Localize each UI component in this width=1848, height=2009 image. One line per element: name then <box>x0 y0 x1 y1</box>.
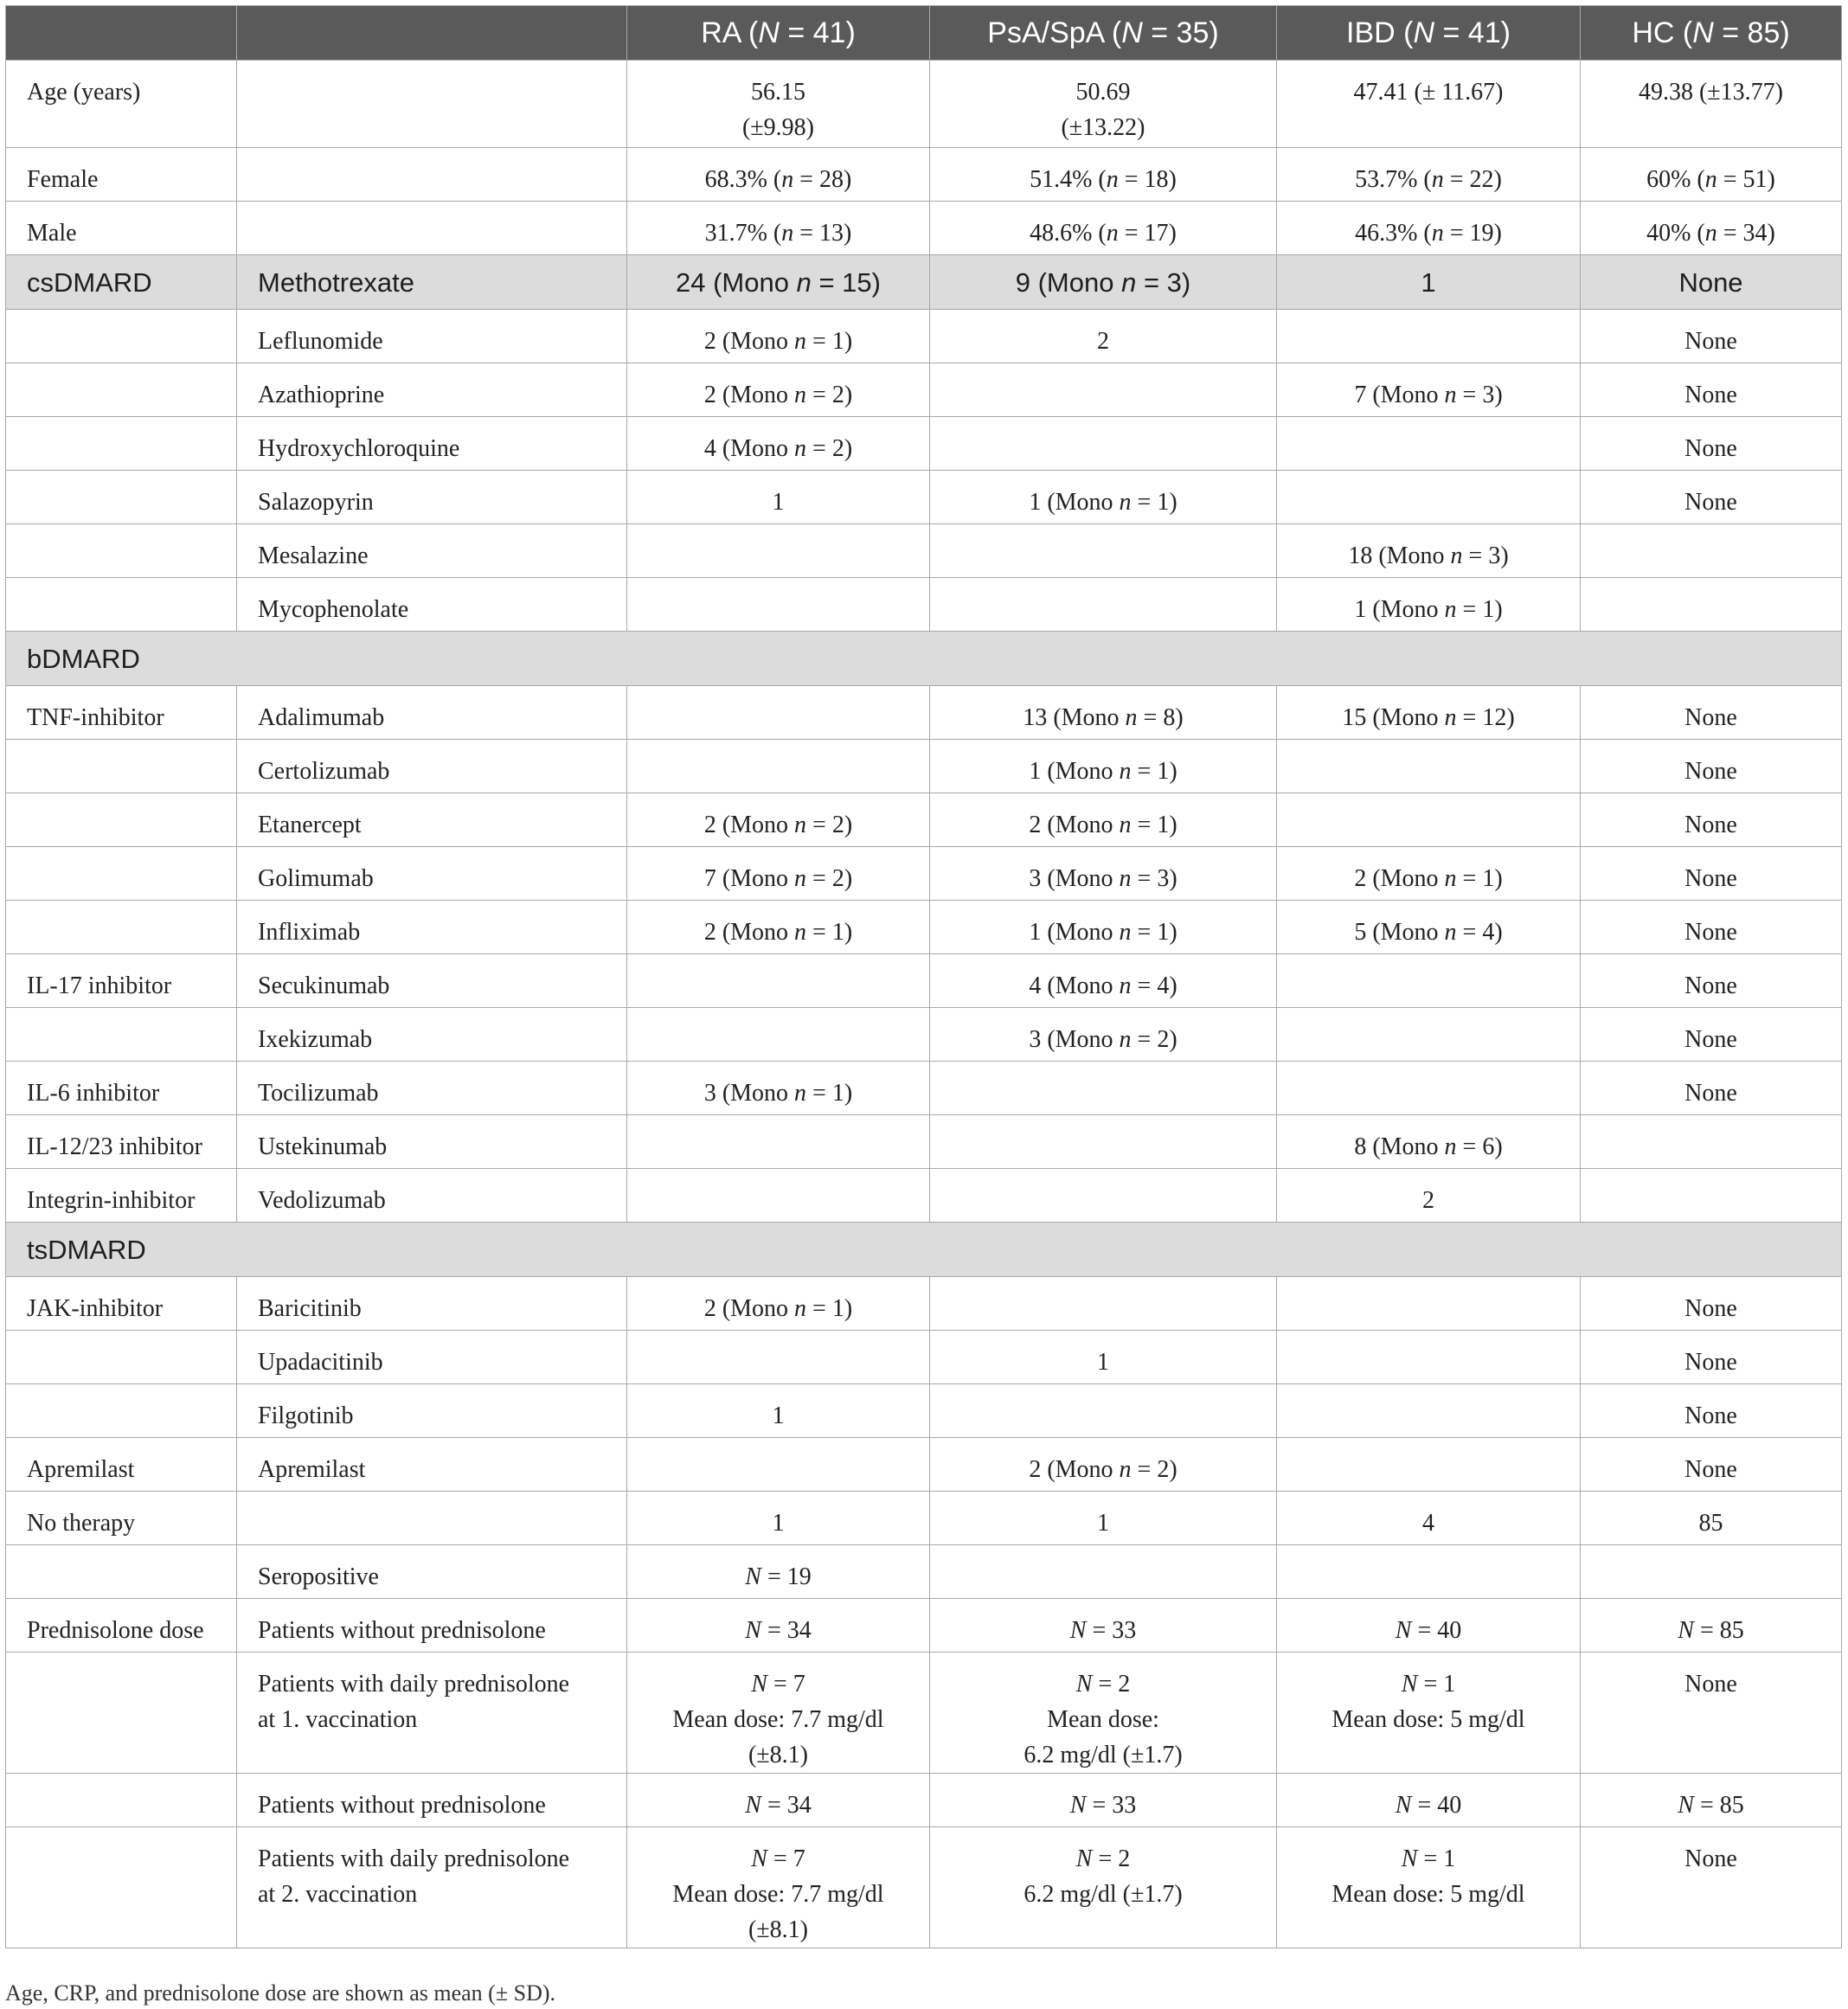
table-row <box>6 471 1842 524</box>
value-cell: N = 19 <box>627 1545 930 1599</box>
row-item-cell: Patients without prednisolone <box>237 1599 627 1653</box>
table-row <box>6 1331 1842 1384</box>
table-row <box>6 1545 1842 1599</box>
column-header: PsA/SpA (N = 35) <box>930 6 1277 61</box>
value-cell: 46.3% (n = 19) <box>1277 202 1581 255</box>
value-cell: N = 34 <box>627 1774 930 1827</box>
value-cell: N = 7 Mean dose: 7.7 mg/dl (±8.1) <box>627 1827 930 1948</box>
table-row <box>6 202 1842 255</box>
value-cell <box>1277 1008 1581 1062</box>
value-cell: 9 (Mono n = 3) <box>930 255 1277 310</box>
column-header: IBD (N = 41) <box>1277 6 1581 61</box>
value-cell: 7 (Mono n = 2) <box>627 847 930 901</box>
section-label: bDMARD <box>6 632 1842 686</box>
value-cell: 85 <box>1581 1492 1842 1545</box>
value-cell: N = 40 <box>1277 1774 1581 1827</box>
value-cell: None <box>1581 471 1842 524</box>
value-cell <box>930 1169 1277 1223</box>
value-cell: 1 (Mono n = 1) <box>1277 578 1581 632</box>
row-item-cell: Adalimumab <box>237 686 627 740</box>
value-cell: None <box>1581 1438 1842 1492</box>
table-footnote: Age, CRP, and prednisolone dose are shown as mean (± SD). <box>5 1980 555 2006</box>
row-category-cell: Age (years) <box>6 61 237 148</box>
table-row <box>6 1438 1842 1492</box>
row-category-cell <box>6 1008 237 1062</box>
row-category-cell: Integrin-inhibitor <box>6 1169 237 1223</box>
row-category-cell <box>6 847 237 901</box>
row-category-cell <box>6 1545 237 1599</box>
table-row <box>6 1169 1842 1223</box>
value-cell <box>930 1384 1277 1438</box>
value-cell: 1 (Mono n = 1) <box>930 471 1277 524</box>
value-cell: None <box>1581 901 1842 954</box>
value-cell <box>627 524 930 578</box>
value-cell <box>1277 740 1581 793</box>
value-cell: None <box>1581 740 1842 793</box>
value-cell: 4 (Mono n = 4) <box>930 954 1277 1008</box>
row-item-cell: Secukinumab <box>237 954 627 1008</box>
row-category-cell <box>6 901 237 954</box>
row-item-cell: Mesalazine <box>237 524 627 578</box>
value-cell: 2 (Mono n = 2) <box>627 363 930 417</box>
value-cell: 1 <box>930 1331 1277 1384</box>
value-cell: 48.6% (n = 17) <box>930 202 1277 255</box>
row-category-cell: Female <box>6 148 237 202</box>
value-cell: 40% (n = 34) <box>1581 202 1842 255</box>
value-cell <box>627 954 930 1008</box>
section-header-row <box>6 1223 1842 1277</box>
value-cell: 2 <box>930 310 1277 363</box>
value-cell: N = 85 <box>1581 1774 1842 1827</box>
characteristics-table <box>5 5 1842 1948</box>
row-category-cell: Prednisolone dose <box>6 1599 237 1653</box>
value-cell <box>930 417 1277 471</box>
table-row <box>6 417 1842 471</box>
value-cell: 2 (Mono n = 1) <box>1277 847 1581 901</box>
value-cell <box>1277 417 1581 471</box>
value-cell <box>627 686 930 740</box>
value-cell <box>930 1115 1277 1169</box>
table-row <box>6 1115 1842 1169</box>
value-cell: 1 (Mono n = 1) <box>930 901 1277 954</box>
row-category-cell: IL-17 inhibitor <box>6 954 237 1008</box>
row-item-cell <box>237 202 627 255</box>
row-category-cell <box>6 363 237 417</box>
table-row <box>6 901 1842 954</box>
value-cell: 60% (n = 51) <box>1581 148 1842 202</box>
row-item-cell: Apremilast <box>237 1438 627 1492</box>
value-cell <box>627 740 930 793</box>
column-header <box>6 6 237 61</box>
value-cell <box>1581 524 1842 578</box>
table-row <box>6 686 1842 740</box>
table-row <box>6 1062 1842 1115</box>
value-cell: 49.38 (±13.77) <box>1581 61 1842 148</box>
value-cell <box>627 1008 930 1062</box>
value-cell: 1 (Mono n = 1) <box>930 740 1277 793</box>
row-category-cell: Male <box>6 202 237 255</box>
row-category-cell: IL-6 inhibitor <box>6 1062 237 1115</box>
table-row <box>6 1277 1842 1331</box>
row-item-cell: Tocilizumab <box>237 1062 627 1115</box>
value-cell: 50.69 (±13.22) <box>930 61 1277 148</box>
value-cell: None <box>1581 1827 1842 1948</box>
row-item-cell: Infliximab <box>237 901 627 954</box>
column-header: RA (N = 41) <box>627 6 930 61</box>
row-category-cell <box>6 417 237 471</box>
value-cell: 2 (Mono n = 1) <box>627 310 930 363</box>
value-cell: 56.15 (±9.98) <box>627 61 930 148</box>
value-cell <box>930 1545 1277 1599</box>
row-item-cell: Azathioprine <box>237 363 627 417</box>
value-cell: None <box>1581 1062 1842 1115</box>
value-cell: 13 (Mono n = 8) <box>930 686 1277 740</box>
value-cell <box>627 1115 930 1169</box>
value-cell: 4 <box>1277 1492 1581 1545</box>
row-category-cell: Apremilast <box>6 1438 237 1492</box>
row-category-cell: TNF-inhibitor <box>6 686 237 740</box>
value-cell <box>930 524 1277 578</box>
row-item-cell <box>237 61 627 148</box>
section-header-row <box>6 632 1842 686</box>
row-item-cell: Hydroxychloroquine <box>237 417 627 471</box>
table-row <box>6 847 1842 901</box>
table-row <box>6 578 1842 632</box>
value-cell: 1 <box>627 471 930 524</box>
value-cell: 1 <box>930 1492 1277 1545</box>
value-cell: 3 (Mono n = 2) <box>930 1008 1277 1062</box>
row-item-cell: Filgotinib <box>237 1384 627 1438</box>
row-category-cell: No therapy <box>6 1492 237 1545</box>
value-cell: None <box>1581 363 1842 417</box>
value-cell: 53.7% (n = 22) <box>1277 148 1581 202</box>
value-cell: None <box>1581 417 1842 471</box>
row-category-cell: IL-12/23 inhibitor <box>6 1115 237 1169</box>
value-cell: N = 1 Mean dose: 5 mg/dl <box>1277 1653 1581 1774</box>
value-cell: 2 (Mono n = 2) <box>930 1438 1277 1492</box>
value-cell <box>627 1438 930 1492</box>
value-cell: 4 (Mono n = 2) <box>627 417 930 471</box>
value-cell <box>1277 1384 1581 1438</box>
value-cell: 15 (Mono n = 12) <box>1277 686 1581 740</box>
table-row <box>6 310 1842 363</box>
row-category-cell <box>6 310 237 363</box>
row-item-cell: Certolizumab <box>237 740 627 793</box>
table-row <box>6 740 1842 793</box>
value-cell: None <box>1581 1008 1842 1062</box>
value-cell: 8 (Mono n = 6) <box>1277 1115 1581 1169</box>
value-cell: N = 2 Mean dose: 6.2 mg/dl (±1.7) <box>930 1653 1277 1774</box>
value-cell: 1 <box>627 1492 930 1545</box>
table-row <box>6 954 1842 1008</box>
value-cell: 5 (Mono n = 4) <box>1277 901 1581 954</box>
value-cell <box>1581 1115 1842 1169</box>
table-row <box>6 1008 1842 1062</box>
row-category-cell <box>6 740 237 793</box>
value-cell: 2 (Mono n = 1) <box>627 901 930 954</box>
row-category-cell <box>6 1774 237 1827</box>
row-category-cell: JAK-inhibitor <box>6 1277 237 1331</box>
table-row <box>6 524 1842 578</box>
value-cell: 2 <box>1277 1169 1581 1223</box>
value-cell <box>627 1331 930 1384</box>
value-cell <box>930 1277 1277 1331</box>
value-cell: 1 <box>1277 255 1581 310</box>
value-cell <box>930 363 1277 417</box>
value-cell: None <box>1581 954 1842 1008</box>
row-item-cell: Mycophenolate <box>237 578 627 632</box>
row-item-cell: Patients with daily prednisolone at 2. vaccination <box>237 1827 627 1948</box>
value-cell: None <box>1581 793 1842 847</box>
value-cell <box>1581 578 1842 632</box>
value-cell: N = 33 <box>930 1599 1277 1653</box>
value-cell <box>1277 1331 1581 1384</box>
table-row <box>6 1827 1842 1948</box>
row-item-cell: Baricitinib <box>237 1277 627 1331</box>
value-cell: 7 (Mono n = 3) <box>1277 363 1581 417</box>
row-item-cell <box>237 1492 627 1545</box>
table-row <box>6 1653 1842 1774</box>
value-cell <box>1277 793 1581 847</box>
row-category-cell <box>6 1827 237 1948</box>
row-item-cell: Ixekizumab <box>237 1008 627 1062</box>
row-item-cell: Patients without prednisolone <box>237 1774 627 1827</box>
table-container <box>5 5 1841 1948</box>
value-cell: 1 <box>627 1384 930 1438</box>
row-item-cell <box>237 148 627 202</box>
value-cell: None <box>1581 847 1842 901</box>
value-cell <box>930 1062 1277 1115</box>
value-cell: N = 7 Mean dose: 7.7 mg/dl (±8.1) <box>627 1653 930 1774</box>
row-category-cell <box>6 578 237 632</box>
value-cell: None <box>1581 1653 1842 1774</box>
value-cell: N = 34 <box>627 1599 930 1653</box>
row-item-cell: Etanercept <box>237 793 627 847</box>
value-cell: 51.4% (n = 18) <box>930 148 1277 202</box>
row-item-cell: Patients with daily prednisolone at 1. vaccination <box>237 1653 627 1774</box>
row-item-cell: Vedolizumab <box>237 1169 627 1223</box>
row-category-cell <box>6 1331 237 1384</box>
value-cell: 24 (Mono n = 15) <box>627 255 930 310</box>
value-cell: None <box>1581 255 1842 310</box>
table-row <box>6 793 1842 847</box>
value-cell: 3 (Mono n = 1) <box>627 1062 930 1115</box>
column-header <box>237 6 627 61</box>
value-cell: 47.41 (± 11.67) <box>1277 61 1581 148</box>
value-cell: 31.7% (n = 13) <box>627 202 930 255</box>
value-cell: None <box>1581 1384 1842 1438</box>
row-category-cell <box>6 471 237 524</box>
row-item-cell: Golimumab <box>237 847 627 901</box>
value-cell <box>930 578 1277 632</box>
table-row <box>6 255 1842 310</box>
value-cell: 2 (Mono n = 1) <box>930 793 1277 847</box>
value-cell <box>627 578 930 632</box>
column-header: HC (N = 85) <box>1581 6 1842 61</box>
value-cell: N = 85 <box>1581 1599 1842 1653</box>
value-cell: None <box>1581 310 1842 363</box>
value-cell <box>1581 1169 1842 1223</box>
row-item-cell: Ustekinumab <box>237 1115 627 1169</box>
value-cell: 18 (Mono n = 3) <box>1277 524 1581 578</box>
row-item-cell: Upadacitinib <box>237 1331 627 1384</box>
row-category-cell <box>6 524 237 578</box>
value-cell <box>1277 1438 1581 1492</box>
row-category-cell <box>6 793 237 847</box>
value-cell: N = 40 <box>1277 1599 1581 1653</box>
value-cell: 68.3% (n = 28) <box>627 148 930 202</box>
table-row <box>6 148 1842 202</box>
value-cell <box>1277 310 1581 363</box>
value-cell: N = 1 Mean dose: 5 mg/dl <box>1277 1827 1581 1948</box>
value-cell <box>1581 1545 1842 1599</box>
value-cell <box>1277 1062 1581 1115</box>
row-category-cell <box>6 1384 237 1438</box>
value-cell: 2 (Mono n = 2) <box>627 793 930 847</box>
value-cell: None <box>1581 1331 1842 1384</box>
row-category-cell: csDMARD <box>6 255 237 310</box>
value-cell <box>1277 954 1581 1008</box>
table-row <box>6 363 1842 417</box>
value-cell: 2 (Mono n = 1) <box>627 1277 930 1331</box>
value-cell: 3 (Mono n = 3) <box>930 847 1277 901</box>
row-item-cell: Methotrexate <box>237 255 627 310</box>
value-cell: N = 2 6.2 mg/dl (±1.7) <box>930 1827 1277 1948</box>
table-row <box>6 1384 1842 1438</box>
value-cell: N = 33 <box>930 1774 1277 1827</box>
row-item-cell: Leflunomide <box>237 310 627 363</box>
value-cell <box>1277 471 1581 524</box>
table-row <box>6 1599 1842 1653</box>
section-label: tsDMARD <box>6 1223 1842 1277</box>
value-cell: None <box>1581 1277 1842 1331</box>
value-cell <box>627 1169 930 1223</box>
row-item-cell: Salazopyrin <box>237 471 627 524</box>
table-row <box>6 1492 1842 1545</box>
row-category-cell <box>6 1653 237 1774</box>
table-row <box>6 61 1842 148</box>
table-row <box>6 1774 1842 1827</box>
value-cell <box>1277 1545 1581 1599</box>
row-item-cell: Seropositive <box>237 1545 627 1599</box>
value-cell: None <box>1581 686 1842 740</box>
value-cell <box>1277 1277 1581 1331</box>
header-row <box>6 6 1842 61</box>
